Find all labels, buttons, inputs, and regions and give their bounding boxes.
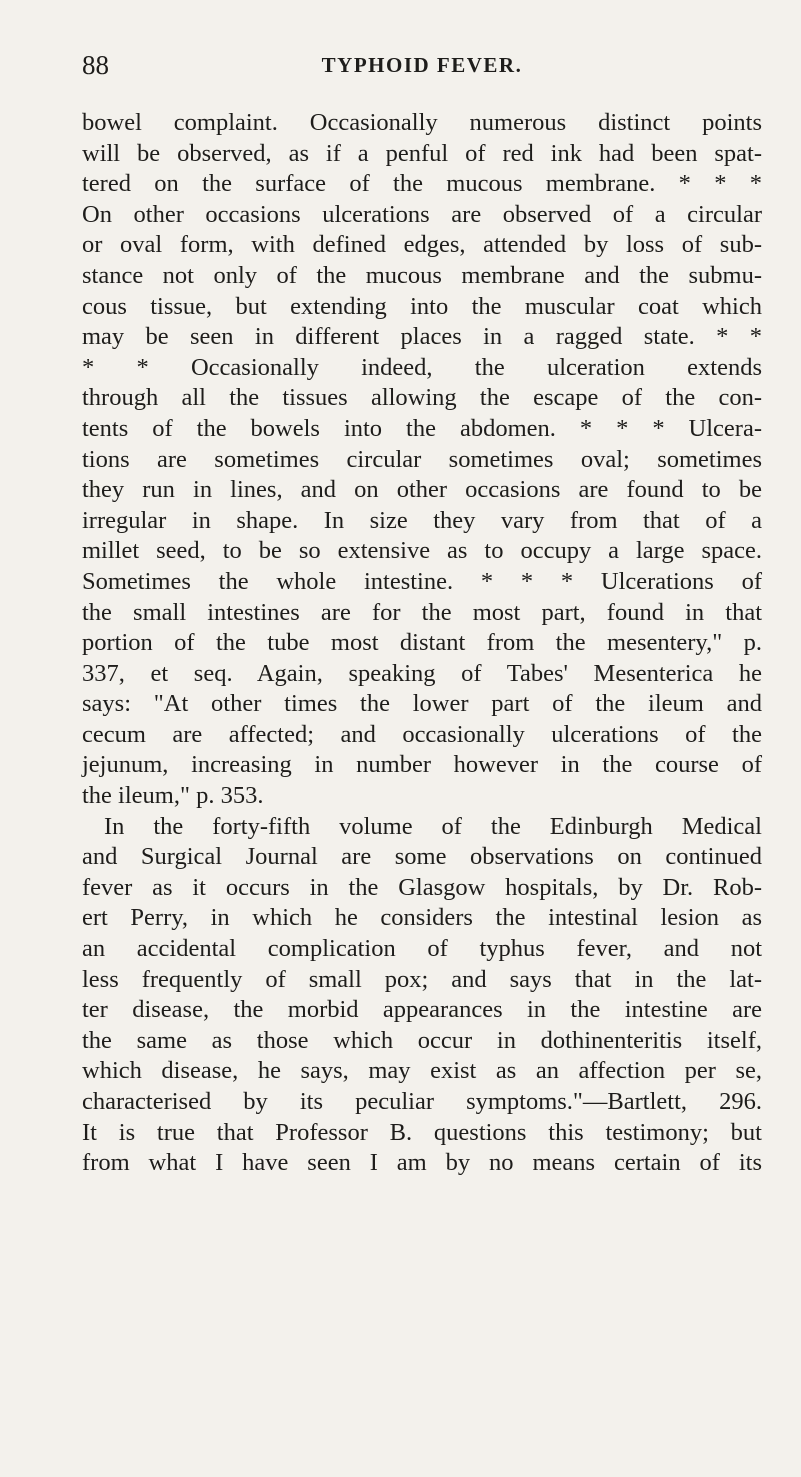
text-line: tents of the bowels into the abdomen. * * * Ulcera- — [82, 414, 762, 442]
text-line: bowel complaint. Occasionally numerous distinct points — [82, 109, 762, 136]
text-line: In the forty-fifth volume of the Edinburgh Medical — [104, 812, 762, 840]
text-line: 337, et seq. Again, speaking of Tabes' Mesenterica he — [82, 659, 762, 687]
text-line: portion of the tube most distant from the mesentery," p. — [82, 629, 762, 657]
running-head: TYPHOID FEVER. — [321, 53, 523, 77]
text-line: may be seen in different places in a ragged state. * * — [82, 323, 762, 351]
text-line: fever as it occurs in the Glasgow hospitals, by Dr. Rob- — [82, 873, 762, 901]
text-line: It is true that Professor B. questions this testimony; but — [82, 1118, 762, 1146]
text-line: through all the tissues allowing the escape of the con- — [82, 384, 762, 412]
text-line: says: "At other times the lower part of the ileum and — [82, 690, 762, 718]
text-line: characterised by its peculiar symptoms."—Bartlett, 296. — [82, 1088, 762, 1115]
text-line: an accidental complication of typhus fever, and not — [82, 935, 762, 963]
text-line: tered on the surface of the mucous membrane. * * * — [82, 170, 762, 198]
page-header — [82, 48, 762, 82]
text-line: less frequently of small pox; and says that in the lat- — [82, 965, 762, 993]
text-line: Sometimes the whole intestine. * * * Ulcerations of — [82, 567, 762, 595]
text-line: ter disease, the morbid appearances in the intestine are — [82, 996, 762, 1024]
text-line: millet seed, to be so extensive as to occupy a large space. — [82, 537, 762, 565]
text-line: and Surgical Journal are some observations on continued — [82, 843, 762, 871]
text-line: jejunum, increasing in number however in the course of — [82, 751, 762, 779]
text-line: On other occasions ulcerations are observed of a circular — [82, 200, 762, 228]
text-line: cecum are affected; and occasionally ulcerations of the — [82, 720, 762, 748]
text-line: the ileum," p. 353. — [82, 782, 264, 810]
text-line: ert Perry, in which he considers the intestinal lesion as — [82, 904, 762, 932]
text-line: tions are sometimes circular sometimes oval; sometimes — [82, 445, 762, 473]
text-line: which disease, he says, may exist as an affection per se, — [82, 1057, 762, 1085]
body-text — [82, 108, 762, 1179]
text-line: the small intestines are for the most part, found in that — [82, 598, 762, 626]
text-line: irregular in shape. In size they vary from that of a — [82, 506, 762, 534]
page-number: 88 — [82, 50, 109, 80]
text-line: stance not only of the mucous membrane and the submu- — [82, 261, 762, 289]
text-line: the same as those which occur in dothinenteritis itself, — [82, 1026, 762, 1054]
text-line: or oval form, with defined edges, attended by loss of sub- — [82, 231, 762, 259]
text-line: they run in lines, and on other occasions are found to be — [82, 476, 762, 504]
text-line: from what I have seen I am by no means certain of its — [82, 1149, 762, 1177]
text-line: * * Occasionally indeed, the ulceration extends — [82, 353, 762, 381]
text-line: cous tissue, but extending into the muscular coat which — [82, 292, 762, 320]
text-line: will be observed, as if a penful of red ink had been spat- — [82, 139, 762, 167]
